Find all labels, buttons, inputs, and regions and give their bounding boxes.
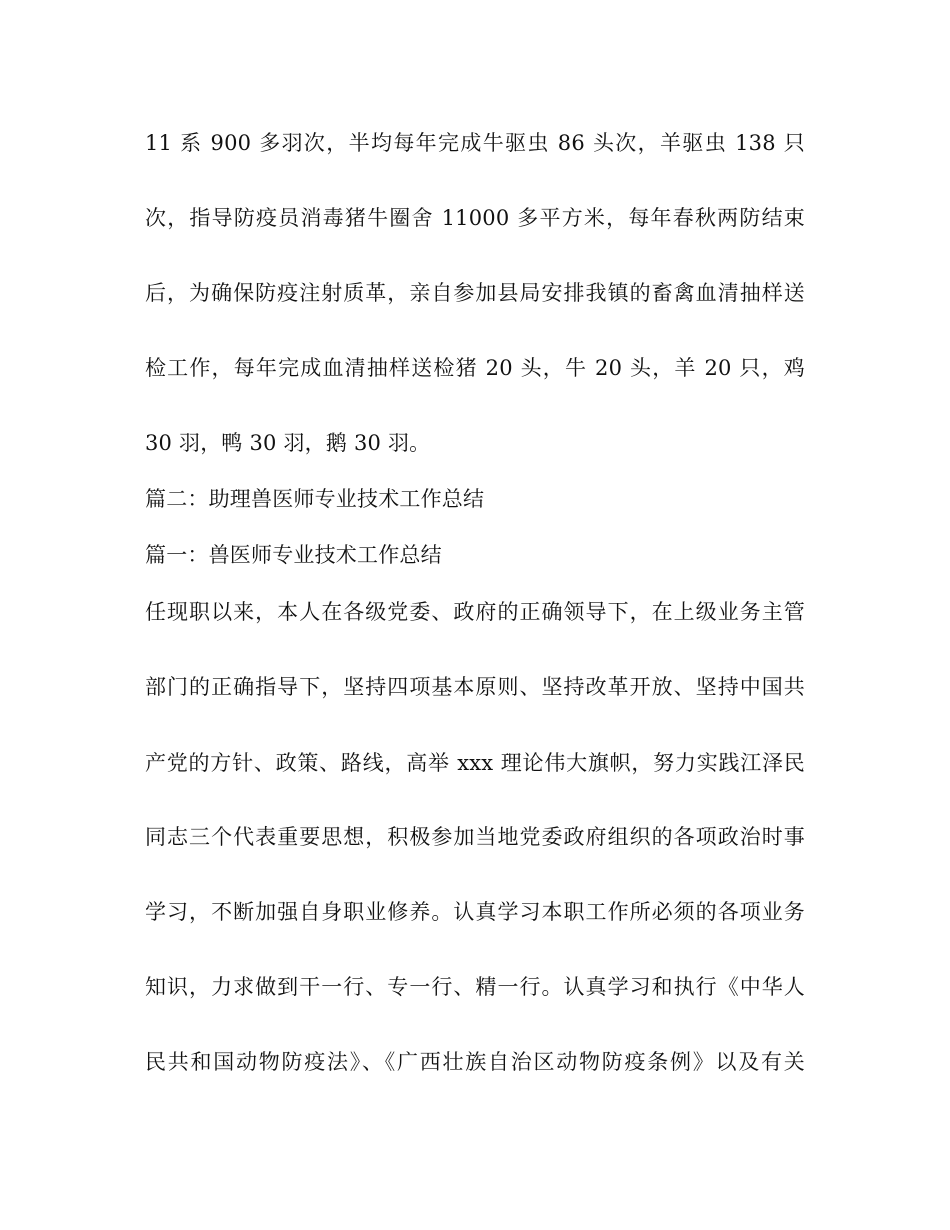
paragraph1-line-2: 次，指导防疫员消毒猪牛圈舍 11000 多平方米，每年春秋两防结束: [145, 206, 805, 230]
paragraph2-line-7: 民共和国动物防疫法》、《广西壮族自治区动物防疫条例》以及有关: [145, 1050, 805, 1074]
paragraph2-line-4: 同志三个代表重要思想，积极参加当地党委政府组织的各项政治时事: [145, 825, 805, 849]
paragraph2-line-3: 产党的方针、政策、路线，高举 xxx 理论伟大旗帜，努力实践江泽民: [145, 751, 805, 775]
paragraph2-line-1: 任现职以来，本人在各级党委、政府的正确领导下，在上级业务主管: [145, 600, 805, 624]
paragraph2-line-6: 知识，力求做到干一行、专一行、精一行。认真学习和执行《中华人: [145, 975, 805, 999]
paragraph1-line-5: 30 羽，鸭 30 羽，鹅 30 羽。: [145, 431, 431, 455]
heading-pian1: 篇一：兽医师专业技术工作总结: [145, 543, 442, 567]
paragraph1-line-1: 11 系 900 多羽次，半均每年完成牛驱虫 86 头次，羊驱虫 138 只: [145, 131, 805, 155]
paragraph2-line-2: 部门的正确指导下，坚持四项基本原则、坚持改革开放、坚持中国共: [145, 675, 805, 699]
heading-pian2: 篇二：助理兽医师专业技术工作总结: [145, 487, 485, 511]
paragraph1-line-4: 检工作，每年完成血清抽样送检猪 20 头，牛 20 头，羊 20 只，鸡: [145, 356, 805, 380]
paragraph2-line-5: 学习，不断加强自身职业修养。认真学习本职工作所必须的各项业务: [145, 900, 805, 924]
paragraph1-line-3: 后，为确保防疫注射质革，亲自参加县局安排我镇的畜禽血清抽样送: [145, 281, 805, 305]
